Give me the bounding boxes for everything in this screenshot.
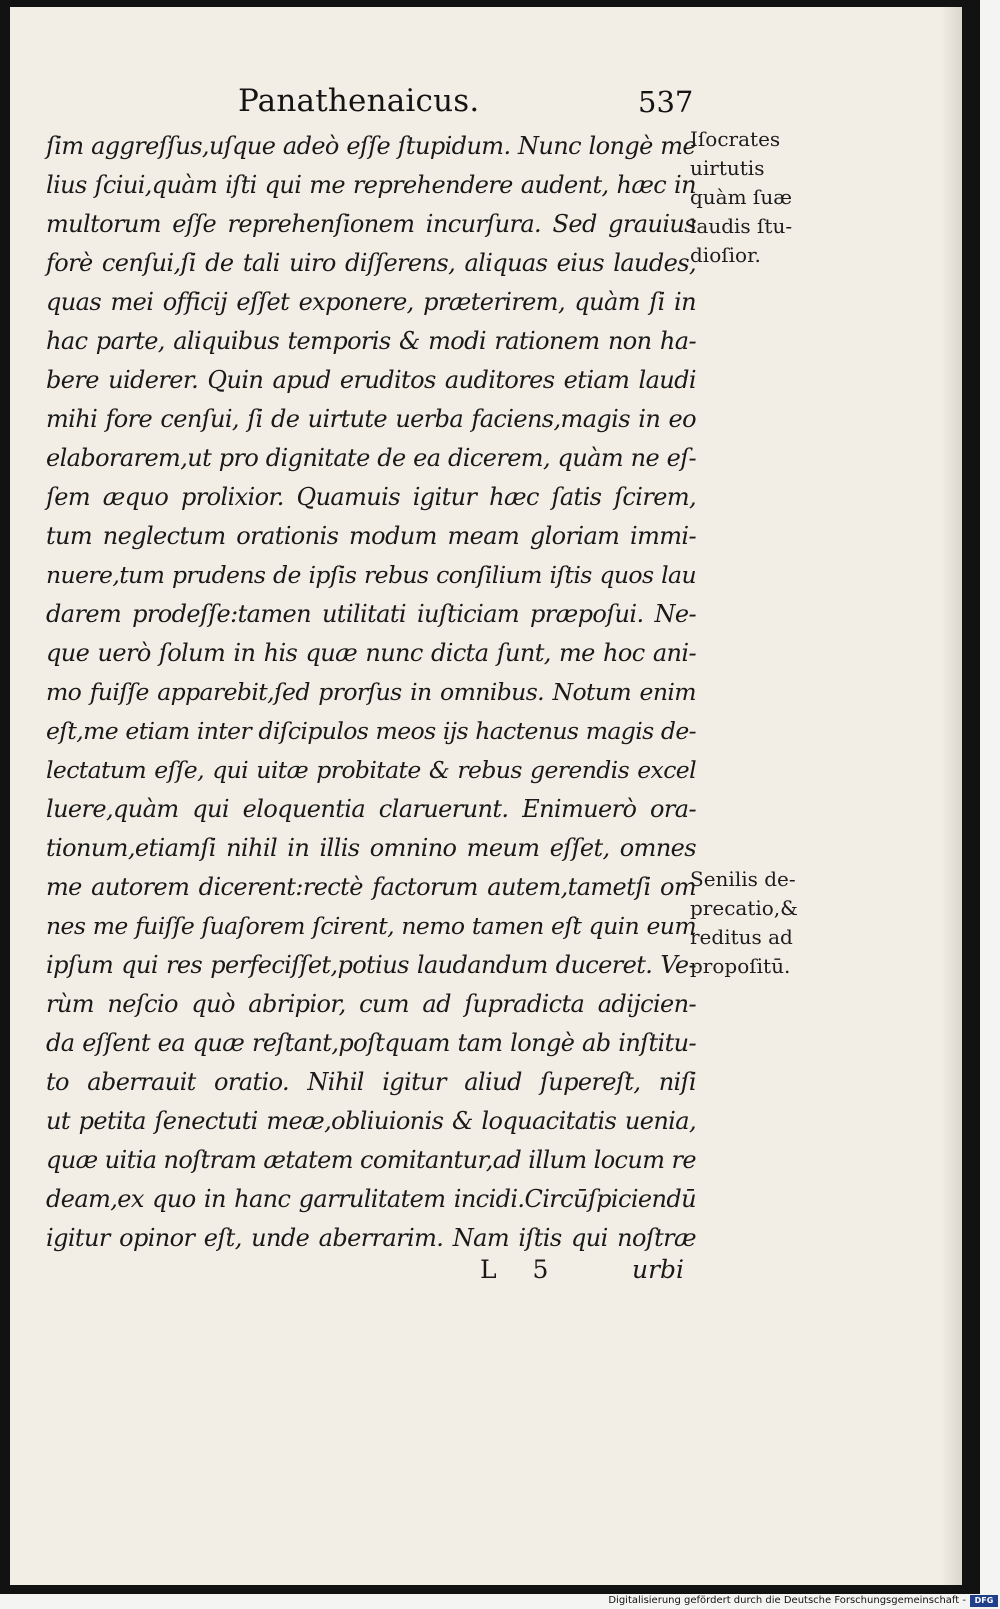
catchwords-line xyxy=(10,1255,962,1295)
text-line: quas mei officij eſſet exponere, præterirem, quàm ſi in xyxy=(46,288,696,316)
text-line: ut petita ſenectuti meæ,obliuionis & loquacitatis uenia, xyxy=(46,1107,696,1135)
marginal-note-line: precatio,& xyxy=(690,896,798,920)
digitization-footer xyxy=(0,1593,1000,1609)
marginal-note-line: quàm ſuæ xyxy=(690,185,793,209)
marginal-note-line: uirtutis xyxy=(690,156,765,180)
text-line: bere uiderer. Quin apud eruditos auditores etiam laudi xyxy=(46,366,696,394)
text-line: nes me fuiſſe ſuaſorem ſcirent, nemo tamen eſt quin eum xyxy=(46,912,696,940)
text-line: tum neglectum orationis modum meam gloriam immi- xyxy=(46,522,696,550)
text-line: eſt,me etiam inter diſcipulos meos ijs hactenus magis de- xyxy=(46,717,696,745)
body-text xyxy=(46,127,696,1258)
marginal-note-senilis xyxy=(690,865,798,981)
text-line: que uerò ſolum in his quæ nunc dicta ſunt, me hoc ani- xyxy=(46,639,696,667)
text-line: to aberrauit oratio. Nihil igitur aliud ſupereſt, niſi xyxy=(46,1068,696,1096)
text-line: mo fuiſſe apparebit,ſed prorſus in omnibus. Notum enim xyxy=(46,678,696,706)
text-line: ſim aggreſſus,uſque adeò eſſe ſtupidum. Nunc longè me xyxy=(46,132,696,160)
book-page xyxy=(10,7,962,1585)
text-line: ſem æquo prolixior. Quamuis igitur hæc ſatis ſcirem, xyxy=(46,483,696,511)
signature-mark: L 5 xyxy=(480,1255,563,1284)
text-line: lius ſciui,quàm iſti qui me reprehendere audent, hæc in xyxy=(46,171,696,199)
text-line: forè cenſui,ſi de tali uiro diſſerens, aliquas eius laudes, xyxy=(46,249,696,277)
text-line: hac parte, aliquibus temporis & modi rationem non ha- xyxy=(46,327,696,355)
marginal-note-line: propoſitū. xyxy=(690,954,791,978)
marginal-note-line: laudis ſtu- xyxy=(690,214,793,238)
page-edge-shadow xyxy=(940,7,962,1585)
running-head xyxy=(10,79,962,129)
text-line: lectatum eſſe, qui uitæ probitate & rebus gerendis excel xyxy=(46,756,696,784)
text-line: nuere,tum prudens de ipſis rebus conſilium iſtis quos lau xyxy=(46,561,696,589)
text-line: elaborarem,ut pro dignitate de ea dicerem, quàm ne eſ- xyxy=(46,444,696,472)
text-line: ipſum qui res perfeciſſet,potius laudandum duceret. Ve- xyxy=(46,951,696,979)
text-line: darem prodeſſe:tamen utilitati iuſticiam præpoſui. Ne- xyxy=(46,600,696,628)
text-line: tionum,etiamſi nihil in illis omnino meum eſſet, omnes xyxy=(46,834,696,862)
marginal-note-line: Iſocrates xyxy=(690,127,781,151)
text-line: deam,ex quo in hanc garrulitatem incidi.Circūſpiciendū xyxy=(46,1185,696,1213)
footer-credit: Digitalisierung gefördert durch die Deutsche Forschungsgemeinschaft - xyxy=(608,1595,966,1606)
page-number: 537 xyxy=(638,85,694,119)
text-line: me autorem dicerent:rectè factorum autem,tametſi om xyxy=(46,873,696,901)
dfg-logo-icon: DFG xyxy=(970,1595,998,1607)
marginal-note-line: dioſior. xyxy=(690,243,761,267)
text-line: mihi fore cenſui, ſi de uirtute uerba faciens,magis in eo xyxy=(46,405,696,433)
text-line: luere,quàm qui eloquentia claruerunt. Enimuerò ora- xyxy=(46,795,696,823)
running-title: Panathenaicus. xyxy=(238,83,480,119)
text-line: rùm neſcio quò abripior, cum ad ſupradicta adijcien- xyxy=(46,990,696,1018)
text-line: da eſſent ea quæ reſtant,poſtquam tam longè ab inſtitu- xyxy=(46,1029,696,1057)
text-line: igitur opinor eſt, unde aberrarim. Nam iſtis qui noſtræ xyxy=(46,1224,696,1252)
marginal-note-line: Senilis de- xyxy=(690,867,796,891)
marginal-note-isocrates xyxy=(690,125,792,270)
text-line: quæ uitia noſtram ætatem comitantur,ad illum locum re xyxy=(46,1146,696,1174)
catchword: urbi xyxy=(632,1255,685,1284)
text-line: multorum eſſe reprehenſionem incurſura. Sed grauius xyxy=(46,210,696,238)
marginal-note-line: reditus ad xyxy=(690,925,793,949)
